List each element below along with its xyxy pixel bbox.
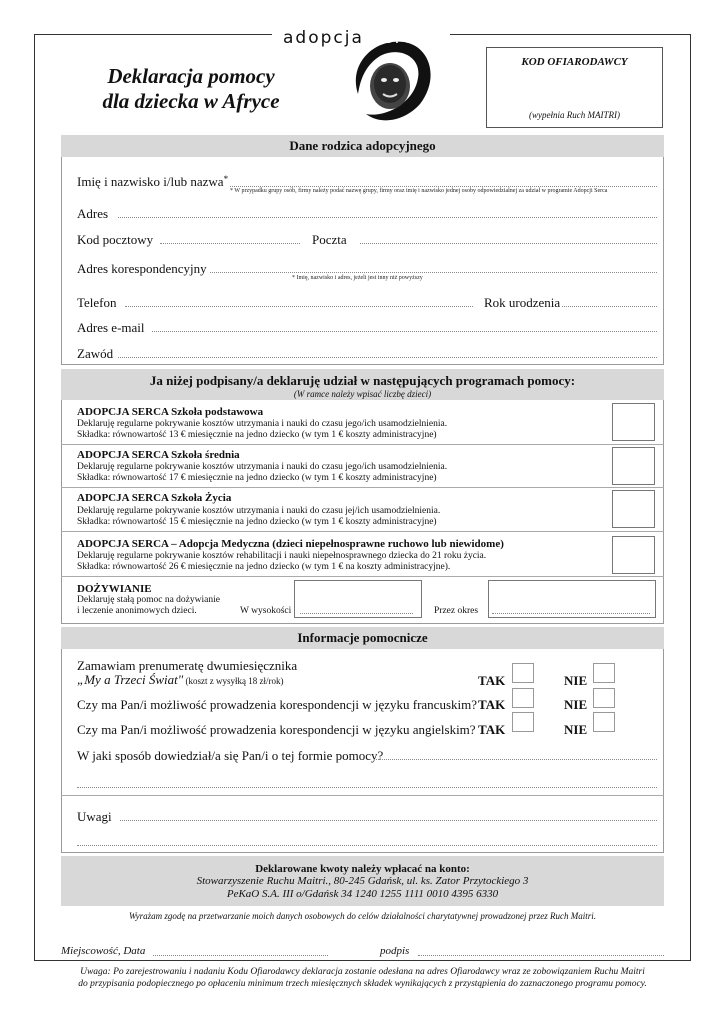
signature-label: podpis	[380, 945, 410, 957]
corr-address-field[interactable]	[210, 272, 657, 273]
yes-label: TAK	[478, 722, 506, 737]
child-count-box[interactable]	[612, 447, 655, 485]
feeding-title: DOŻYWIANIE	[77, 583, 152, 595]
donor-code-box[interactable]	[486, 47, 663, 128]
feeding-desc: Deklaruję stałą pomoc na dożywianie	[77, 595, 220, 605]
donor-code-note: (wypełnia Ruch MAITRI)	[529, 110, 620, 120]
subscription-label: Zamawiam prenumeratę dwumiesięcznika	[77, 658, 298, 673]
phone-field[interactable]	[125, 306, 473, 307]
address-label: Adres	[77, 206, 109, 221]
english-question: Czy ma Pan/i możliwość prowadzenia korespondencji w języku angielskim?	[77, 722, 476, 737]
child-count-box[interactable]	[612, 490, 655, 528]
name-field[interactable]	[230, 186, 657, 187]
birth-year-field[interactable]	[562, 306, 657, 307]
feeding-period-field[interactable]	[492, 613, 650, 614]
bank-account-box	[61, 856, 664, 906]
program-fee: Składka: równowartość 15 € miesięcznie na jedno dziecko (w tym 1 € koszty administracyjne)	[77, 517, 437, 527]
remarks-label: Uwagi	[77, 809, 112, 824]
program-fee: Składka: równowartość 26 € miesięcznie na jedno dziecko (w tym 1 € na koszty administracyjne).	[77, 562, 451, 572]
english-no-checkbox[interactable]	[593, 712, 615, 732]
occupation-label: Zawód	[77, 346, 114, 361]
program-desc: Deklaruję regularne pokrywanie kosztów utrzymania i nauki do czasu jego/ich usamodzielnienia.	[77, 419, 448, 429]
email-field[interactable]	[152, 331, 657, 332]
feeding-period-label: Przez okres	[434, 606, 479, 616]
logo-wordmark: adopcja serca	[283, 28, 427, 48]
remarks-field[interactable]	[120, 820, 657, 821]
signature-field[interactable]	[418, 955, 664, 956]
source-field[interactable]	[374, 759, 657, 760]
corr-address-label: Adres korespondencyjny	[77, 261, 207, 276]
post-office-label: Poczta	[312, 232, 347, 247]
address-field[interactable]	[118, 217, 657, 218]
subscription-no-checkbox[interactable]	[593, 663, 615, 683]
french-no-checkbox[interactable]	[593, 688, 615, 708]
name-note: * W przypadku grupy osób, firmy należy podać nazwę grupy, firmy oraz imię i nazwisko jednej osoby odpowiedzialnej za udział w programie Adopcji Serca	[230, 188, 608, 194]
consent-text: Wyrażam zgodę na przetwarzanie moich danych osobowych do celów działalności charytatywnej prowadzonej przez Ruch Maitri.	[128, 911, 597, 921]
bank-address: Stowarzyszenie Ruchu Maitri., 80-245 Gdańsk, ul. ks. Zator Przytockiego 3	[196, 875, 529, 887]
feeding-desc: i leczenie anonimowych dzieci.	[77, 606, 197, 616]
child-count-box[interactable]	[612, 403, 655, 441]
post-office-field[interactable]	[360, 243, 657, 244]
program-desc: Deklaruję regularne pokrywanie kosztów utrzymania i nauki do czasu jej/ich usamodzielnienia.	[77, 506, 441, 516]
no-label: NIE	[564, 673, 588, 688]
feeding-amount-label: W wysokości	[240, 606, 292, 616]
corr-address-note: * Imię, nazwisko i adres, jeżeli jest inny niż powyższy	[292, 275, 423, 281]
no-label: NIE	[564, 697, 588, 712]
program-row	[61, 402, 664, 445]
parent-section-heading: Dane rodzica adopcyjnego	[61, 135, 664, 157]
program-title: ADOPCJA SERCA Szkoła podstawowa	[77, 406, 264, 418]
french-yes-checkbox[interactable]	[512, 688, 534, 708]
source-question: W jaki sposób dowiedział/a się Pan/i o tej formie pomocy?	[77, 748, 384, 763]
bank-account-number: PeKaO S.A. III o/Gdańsk 34 1240 1255 1111 0010 4395 6330	[226, 888, 499, 900]
french-question: Czy ma Pan/i możliwość prowadzenia korespondencji w języku francuskim?	[77, 697, 477, 712]
programs-section-heading: Ja niżej podpisany/a deklaruję udział w następujących programach pomocy: (W ramce należy wpisać liczbę dzieci)	[61, 369, 664, 400]
place-date-label: Miejscowość, Data	[61, 945, 146, 957]
info-section-heading: Informacje pomocnicze	[61, 627, 664, 649]
program-fee: Składka: równowartość 17 € miesięcznie na jedno dziecko (w tym 1 € koszty administracyjne)	[77, 473, 437, 483]
yes-label: TAK	[478, 673, 506, 688]
program-title: ADOPCJA SERCA – Adopcja Medyczna (dzieci niepełnosprawne ruchowo lub niewidome)	[77, 538, 504, 550]
program-title: ADOPCJA SERCA Szkoła średnia	[77, 449, 240, 461]
email-label: Adres e-mail	[77, 320, 145, 335]
birth-year-label: Rok urodzenia	[484, 295, 561, 310]
postal-code-label: Kod pocztowy	[77, 232, 154, 247]
english-yes-checkbox[interactable]	[512, 712, 534, 732]
program-fee: Składka: równowartość 13 € miesięcznie na jedno dziecko (w tym 1 € koszty administracyjne)	[77, 430, 437, 440]
feeding-amount-field[interactable]	[300, 613, 413, 614]
name-label: Imię i nazwisko i/lub nazwa*	[77, 174, 229, 189]
program-row	[61, 532, 664, 577]
subscription-magazine: „My a Trzeci Świat" (koszt z wysyłką 18 zł/rok)	[77, 672, 284, 687]
postal-code-field[interactable]	[160, 243, 300, 244]
occupation-field[interactable]	[118, 357, 657, 358]
yes-label: TAK	[478, 697, 506, 712]
place-date-field[interactable]	[153, 955, 328, 956]
program-desc: Deklaruję regularne pokrywanie kosztów rehabilitacji i nauki niepełnosprawnego dziecka do 21 roku życia.	[77, 551, 487, 561]
remarks-field-line2[interactable]	[77, 845, 657, 846]
footer-note: Uwaga: Po zarejestrowaniu i nadaniu Kodu Ofiarodawcy deklaracja zostanie odesłana na adres Ofiarodawcy wraz ze zobowiązaniem Ruchu Maitri do przypisania podopiecznego po opłaceniu minimum trzech miesięcznych składek wynikających z przystąpienia do zaznaczonego programu pomocy.	[78, 967, 647, 989]
donor-code-title: KOD OFIARODAWCY	[521, 56, 628, 68]
bank-heading: Deklarowane kwoty należy wpłacać na konto:	[255, 863, 470, 875]
phone-label: Telefon	[77, 295, 117, 310]
program-desc: Deklaruję regularne pokrywanie kosztów utrzymania i nauki do czasu jego/ich usamodzielnienia.	[77, 462, 448, 472]
child-count-box[interactable]	[612, 536, 655, 574]
form-title: Deklaracja pomocy dla dziecka w Afryce	[102, 64, 280, 113]
program-row	[61, 445, 664, 488]
program-title: ADOPCJA SERCA Szkoła Życia	[77, 492, 232, 504]
no-label: NIE	[564, 722, 588, 737]
program-row	[61, 488, 664, 532]
info-divider	[61, 795, 664, 796]
source-field-line2[interactable]	[77, 787, 657, 788]
subscription-yes-checkbox[interactable]	[512, 663, 534, 683]
